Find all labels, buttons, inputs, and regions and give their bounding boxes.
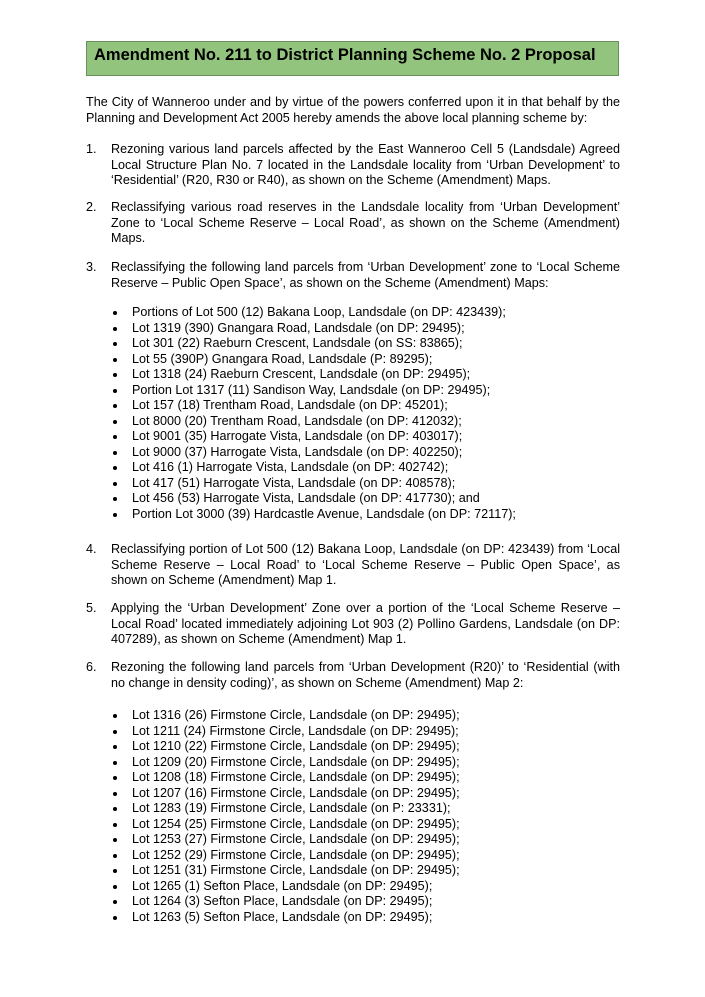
- bullet-icon: [113, 761, 117, 765]
- parcel-list-item: [111, 476, 621, 492]
- parcel-list-item: [111, 491, 621, 507]
- parcel-text: Lot 301 (22) Raeburn Crescent, Landsdale (on SS: 83865);: [132, 336, 463, 350]
- parcel-list-item: [111, 801, 621, 817]
- parcel-list-item: [111, 445, 621, 461]
- clause-6: [86, 660, 620, 691]
- parcel-text: Lot 1265 (1) Sefton Place, Landsdale (on DP: 29495);: [132, 878, 433, 893]
- bullet-icon: [113, 916, 117, 920]
- parcel-list-item: [111, 429, 621, 445]
- parcel-text: Lot 1251 (31) Firmstone Circle, Landsdale (on DP: 29495);: [132, 863, 460, 877]
- parcel-text: Lot 456 (53) Harrogate Vista, Landsdale (on DP: 417730); and: [132, 491, 480, 505]
- parcel-text: Lot 8000 (20) Trentham Road, Landsdale (on DP: 412032);: [132, 413, 462, 428]
- parcel-list-item: [111, 848, 621, 864]
- bullet-icon: [113, 745, 117, 749]
- parcel-text: Lot 1211 (24) Firmstone Circle, Landsdale (on DP: 29495);: [132, 723, 459, 738]
- parcel-text: Portion Lot 3000 (39) Hardcastle Avenue, Landsdale (on DP: 72117);: [132, 506, 516, 521]
- parcel-text: Lot 1209 (20) Firmstone Circle, Landsdale (on DP: 29495);: [132, 754, 460, 769]
- clause-text: Applying the ‘Urban Development’ Zone over a portion of the ‘Local Scheme Reserve – Local Road’ located immediately adjoining Lot 903 (2) Pollino Gardens, Landsdale (on DP: 407289), as shown on Scheme (Amendment) Map 1.: [111, 601, 620, 646]
- bullet-icon: [113, 776, 117, 780]
- clause-3: [86, 260, 620, 291]
- clause-number: 1.: [86, 142, 97, 156]
- bullet-icon: [113, 373, 117, 377]
- bullet-icon: [113, 466, 117, 470]
- parcel-list-item: [111, 910, 621, 926]
- bullet-icon: [113, 358, 117, 362]
- parcel-text: Lot 1316 (26) Firmstone Circle, Landsdale (on DP: 29495);: [132, 708, 460, 722]
- bullet-icon: [113, 420, 117, 424]
- bullet-icon: [113, 513, 117, 517]
- bullet-icon: [113, 869, 117, 873]
- title-banner: [86, 41, 619, 76]
- parcel-list-clause-3: [111, 305, 621, 522]
- parcel-text: Lot 9001 (35) Harrogate Vista, Landsdale (on DP: 403017);: [132, 429, 463, 443]
- bullet-icon: [113, 327, 117, 331]
- parcel-text: Lot 1283 (19) Firmstone Circle, Landsdale (on P: 23331);: [132, 801, 451, 815]
- clause-number: 5.: [86, 601, 97, 615]
- clause-text: Reclassifying various road reserves in the Landsdale locality from ‘Urban Development’ Zone to ‘Local Scheme Reserve – Local Road’, as shown on the Scheme (Amendment) Maps.: [111, 200, 620, 245]
- parcel-text: Lot 1254 (25) Firmstone Circle, Landsdale (on DP: 29495);: [132, 816, 460, 831]
- clause-number: 4.: [86, 542, 97, 556]
- bullet-icon: [113, 311, 117, 315]
- bullet-icon: [113, 404, 117, 408]
- parcel-list-item: [111, 832, 621, 848]
- bullet-icon: [113, 807, 117, 811]
- parcel-text: Portion Lot 1317 (11) Sandison Way, Landsdale (on DP: 29495);: [132, 382, 491, 397]
- parcel-text: Lot 1319 (390) Gnangara Road, Landsdale (on DP: 29495);: [132, 320, 465, 335]
- parcel-text: Lot 157 (18) Trentham Road, Landsdale (on DP: 45201);: [132, 398, 448, 412]
- clause-number: 6.: [86, 660, 97, 674]
- clause-4: [86, 542, 620, 589]
- parcel-text: Lot 1252 (29) Firmstone Circle, Landsdale (on DP: 29495);: [132, 847, 460, 862]
- bullet-icon: [113, 389, 117, 393]
- parcel-list-item: [111, 383, 621, 399]
- bullet-icon: [113, 497, 117, 501]
- clause-number: 3.: [86, 260, 97, 274]
- parcel-list-item: [111, 786, 621, 802]
- parcel-text: Lot 1207 (16) Firmstone Circle, Landsdale (on DP: 29495);: [132, 785, 460, 800]
- bullet-icon: [113, 900, 117, 904]
- bullet-icon: [113, 730, 117, 734]
- parcel-list-item: [111, 321, 621, 337]
- bullet-icon: [113, 714, 117, 718]
- parcel-list-item: [111, 460, 621, 476]
- bullet-icon: [113, 838, 117, 842]
- document-title: Amendment No. 211 to District Planning Scheme No. 2 Proposal: [94, 46, 596, 64]
- clause-text: Rezoning the following land parcels from ‘Urban Development (R20)’ to ‘Residential (with no change in density coding)’, as shown on Scheme (Amendment) Map 2:: [111, 660, 620, 690]
- parcel-list-item: [111, 367, 621, 383]
- parcel-list-item: [111, 739, 621, 755]
- parcel-list-item: [111, 414, 621, 430]
- parcel-list-item: [111, 336, 621, 352]
- parcel-text: Lot 1208 (18) Firmstone Circle, Landsdale (on DP: 29495);: [132, 770, 460, 784]
- parcel-list-item: [111, 863, 621, 879]
- clause-text: Reclassifying portion of Lot 500 (12) Bakana Loop, Landsdale (on DP: 423439) from ‘Local Scheme Reserve – Local Road’ to ‘Local Scheme Reserve – Public Open Space’, as shown on Scheme (Amendment) Map 1.: [111, 542, 620, 587]
- parcel-text: Lot 417 (51) Harrogate Vista, Landsdale (on DP: 408578);: [132, 475, 456, 490]
- parcel-text: Lot 9000 (37) Harrogate Vista, Landsdale (on DP: 402250);: [132, 444, 463, 459]
- parcel-text: Lot 1264 (3) Sefton Place, Landsdale (on DP: 29495);: [132, 894, 433, 908]
- parcel-list-item: [111, 755, 621, 771]
- clause-5: [86, 601, 620, 648]
- parcel-list-item: [111, 724, 621, 740]
- parcel-text: Lot 1263 (5) Sefton Place, Landsdale (on DP: 29495);: [132, 909, 433, 924]
- parcel-list-item: [111, 507, 621, 523]
- parcel-text: Portions of Lot 500 (12) Bakana Loop, Landsdale (on DP: 423439);: [132, 305, 506, 319]
- parcel-list-item: [111, 708, 621, 724]
- parcel-text: Lot 1253 (27) Firmstone Circle, Landsdale (on DP: 29495);: [132, 832, 460, 846]
- bullet-icon: [113, 342, 117, 346]
- parcel-list-clause-6: [111, 708, 621, 925]
- parcel-text: Lot 55 (390P) Gnangara Road, Landsdale (P: 89295);: [132, 351, 433, 366]
- clause-1: [86, 142, 620, 189]
- parcel-list-item: [111, 879, 621, 895]
- parcel-list-item: [111, 352, 621, 368]
- bullet-icon: [113, 792, 117, 796]
- clause-text: Reclassifying the following land parcels from ‘Urban Development’ zone to ‘Local Scheme Reserve – Public Open Space’, as shown on the Scheme (Amendment) Maps:: [111, 260, 620, 290]
- bullet-icon: [113, 482, 117, 486]
- clause-number: 2.: [86, 200, 97, 214]
- parcel-list-item: [111, 398, 621, 414]
- bullet-icon: [113, 854, 117, 858]
- parcel-list-item: [111, 770, 621, 786]
- bullet-icon: [113, 885, 117, 889]
- bullet-icon: [113, 435, 117, 439]
- parcel-list-item: [111, 817, 621, 833]
- intro-paragraph: The City of Wanneroo under and by virtue of the powers conferred upon it in that behalf by the Planning and Development Act 2005 hereby amends the above local planning scheme by:: [86, 95, 620, 125]
- bullet-icon: [113, 451, 117, 455]
- clause-text: Rezoning various land parcels affected by the East Wanneroo Cell 5 (Landsdale) Agreed Local Structure Plan No. 7 located in the Landsdale locality from ‘Urban Development’ to ‘Residential’ (R20, R30 or R40), as shown on the Scheme (Amendment) Maps.: [111, 142, 620, 187]
- parcel-text: Lot 1210 (22) Firmstone Circle, Landsdale (on DP: 29495);: [132, 739, 460, 753]
- bullet-icon: [113, 823, 117, 827]
- parcel-text: Lot 416 (1) Harrogate Vista, Landsdale (on DP: 402742);: [132, 460, 449, 474]
- clause-2: [86, 200, 620, 247]
- parcel-text: Lot 1318 (24) Raeburn Crescent, Landsdale (on DP: 29495);: [132, 367, 471, 381]
- parcel-list-item: [111, 894, 621, 910]
- parcel-list-item: [111, 305, 621, 321]
